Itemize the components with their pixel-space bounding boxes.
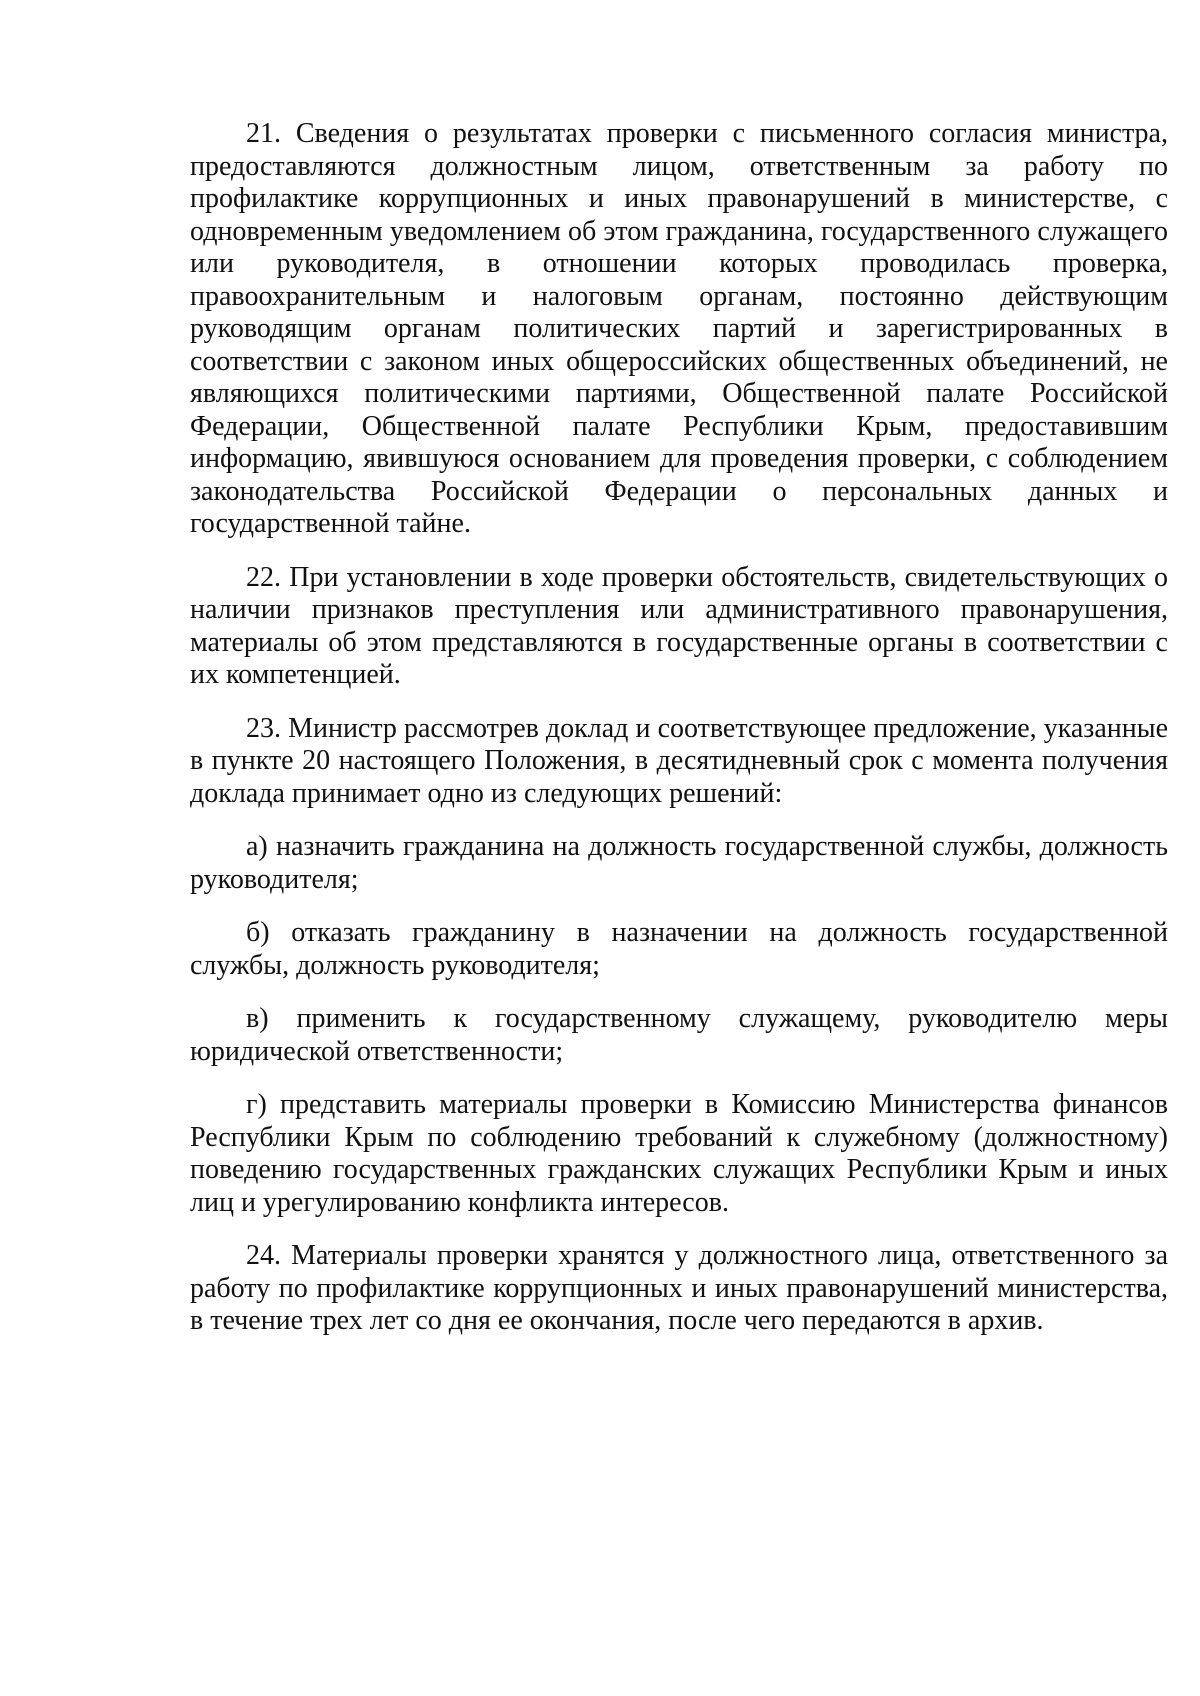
paragraph-23: 23. Министр рассмотрев доклад и соответствующее предложение, указанные в пункте 20 настоящего Положения, в десятидневный срок с момента получения доклада принимает одно из следующих решений: [190, 712, 1168, 809]
paragraph-21: 21. Сведения о результатах проверки с письменного согласия министра, предоставляются должностным лицом, ответственным за работу по профилактике коррупционных и иных правонарушений в министерстве, с одновременным уведомлением об этом гражданина, государственного служащего или руководителя, в отношении которых проводилась проверка, правоохранительным и налоговым органам, постоянно действующим руководящим органам политических партий и зарегистрированных в соответствии с законом иных общероссийских общественных объединений, не являющихся политическими партиями, Общественной палате Российской Федерации, Общественной палате Республики Крым, предоставившим информацию, явившуюся основанием для проведения проверки, с соблюдением законодательства Российской Федерации о персональных данных и государственной тайне. [190, 118, 1168, 539]
list-item-23-g: г) представить материалы проверки в Комиссию Министерства финансов Республики Крым по соблюдению требований к служебному (должностному) поведению государственных гражданских служащих Республики Крым и иных лиц и урегулированию конфликта интересов. [190, 1089, 1168, 1218]
paragraph-22: 22. При установлении в ходе проверки обстоятельств, свидетельствующих о наличии признаков преступления или административного правонарушения, материалы об этом представляются в государственные органы в соответствии с их компетенцией. [190, 561, 1168, 690]
list-item-23-a: а) назначить гражданина на должность государственной службы, должность руководителя; [190, 831, 1168, 895]
list-item-23-v: в) применить к государственному служащему, руководителю меры юридической ответственности; [190, 1003, 1168, 1067]
list-item-23-b: б) отказать гражданину в назначении на должность государственной службы, должность руководителя; [190, 917, 1168, 981]
document-body [190, 118, 1168, 1338]
paragraph-24: 24. Материалы проверки хранятся у должностного лица, ответственного за работу по профилактике коррупционных и иных правонарушений министерства, в течение трех лет со дня ее окончания, после чего передаются в архив. [190, 1240, 1168, 1336]
